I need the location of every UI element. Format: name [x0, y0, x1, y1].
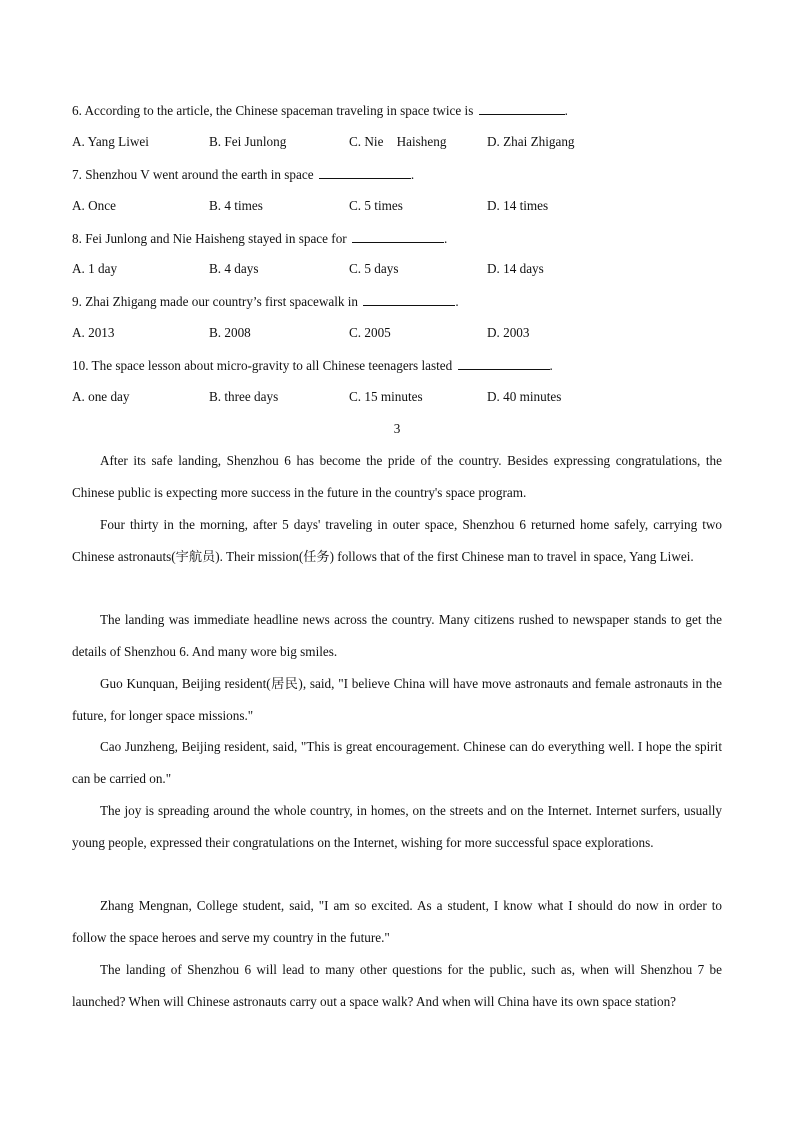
passage-paragraph: The landing was immediate headline news across the country. Many citizens rushed to newspaper stands to get the details of Shenzhou 6. And many wore big smiles.	[72, 612, 722, 659]
passage-paragraph: The landing of Shenzhou 6 will lead to many other questions for the public, such as, when will Shenzhou 7 be launched? When will Chinese astronauts carry out a space walk? And when will China have its own space station?	[72, 962, 722, 1009]
question-8	[72, 230, 447, 247]
question-6	[72, 102, 568, 119]
option-b: B. 2008	[209, 325, 251, 340]
option-d: D. 14 times	[487, 198, 549, 213]
question-end: .	[443, 231, 448, 246]
answer-blank	[319, 166, 411, 179]
question-9-stem: 9. Zhai Zhigang made our country’s first spacewalk in	[72, 294, 359, 309]
question-8-stem: 8. Fei Junlong and Nie Haisheng stayed in space for	[72, 231, 347, 246]
option-c: C. 5 times	[349, 198, 403, 213]
section-number: 3	[393, 421, 401, 436]
question-6-stem: 6. According to the article, the Chinese spaceman traveling in space twice is	[72, 103, 474, 118]
option-d: D. 40 minutes	[487, 389, 562, 404]
option-a: A. Yang Liwei	[72, 134, 149, 149]
question-end: .	[410, 167, 415, 182]
answer-blank	[458, 357, 550, 370]
passage-paragraph: The joy is spreading around the whole country, in homes, on the streets and on the Internet. Internet surfers, usually young people, expressed their congratulations on the Internet, wishing for more successful space explorations.	[72, 803, 722, 850]
question-10-stem: 10. The space lesson about micro-gravity to all Chinese teenagers lasted	[72, 358, 453, 373]
option-a: A. one day	[72, 389, 130, 404]
passage-paragraph: Zhang Mengnan, College student, said, "I am so excited. As a student, I know what I should do now in order to follow the space heroes and serve my country in the future."	[72, 898, 722, 945]
option-b: B. three days	[209, 389, 279, 404]
option-b: B. Fei Junlong	[209, 134, 287, 149]
option-d: D. 2003	[487, 325, 530, 340]
answer-blank	[352, 230, 444, 243]
option-c: C. Nie Haisheng	[349, 134, 447, 149]
question-end: .	[455, 294, 459, 309]
question-end: .	[549, 358, 553, 373]
answer-blank	[479, 102, 565, 115]
passage-paragraph: Cao Junzheng, Beijing resident, said, "This is great encouragement. Chinese can do everything well. I hope the spirit can be carried on."	[72, 739, 722, 786]
option-c: C. 15 minutes	[349, 389, 423, 404]
question-end: .	[564, 103, 568, 118]
option-b: B. 4 days	[209, 261, 259, 276]
passage-paragraph: Four thirty in the morning, after 5 days' traveling in outer space, Shenzhou 6 returned home safely, carrying two Chinese astronauts(宇航员). Their mission(任务) follows that of the first Chinese man to travel in space, Yang Liwei.	[72, 517, 722, 564]
option-d: D. 14 days	[487, 261, 544, 276]
option-d: D. Zhai Zhigang	[487, 134, 575, 149]
option-a: A. Once	[72, 198, 116, 213]
option-c: C. 5 days	[349, 261, 399, 276]
passage-paragraph: Guo Kunquan, Beijing resident(居民), said, "I believe China will have move astronauts and female astronauts in the future, for longer space missions."	[72, 676, 722, 723]
question-10	[72, 357, 553, 374]
answer-blank	[363, 293, 455, 306]
question-9	[72, 293, 459, 310]
passage-paragraph: After its safe landing, Shenzhou 6 has become the pride of the country. Besides expressing congratulations, the Chinese public is expecting more success in the future in the country's space program.	[72, 453, 722, 500]
option-a: A. 1 day	[72, 261, 118, 276]
question-7-stem: 7. Shenzhou V went around the earth in space	[72, 167, 314, 182]
question-7	[72, 166, 414, 183]
option-a: A. 2013	[72, 325, 115, 340]
option-b: B. 4 times	[209, 198, 263, 213]
option-c: C. 2005	[349, 325, 391, 340]
